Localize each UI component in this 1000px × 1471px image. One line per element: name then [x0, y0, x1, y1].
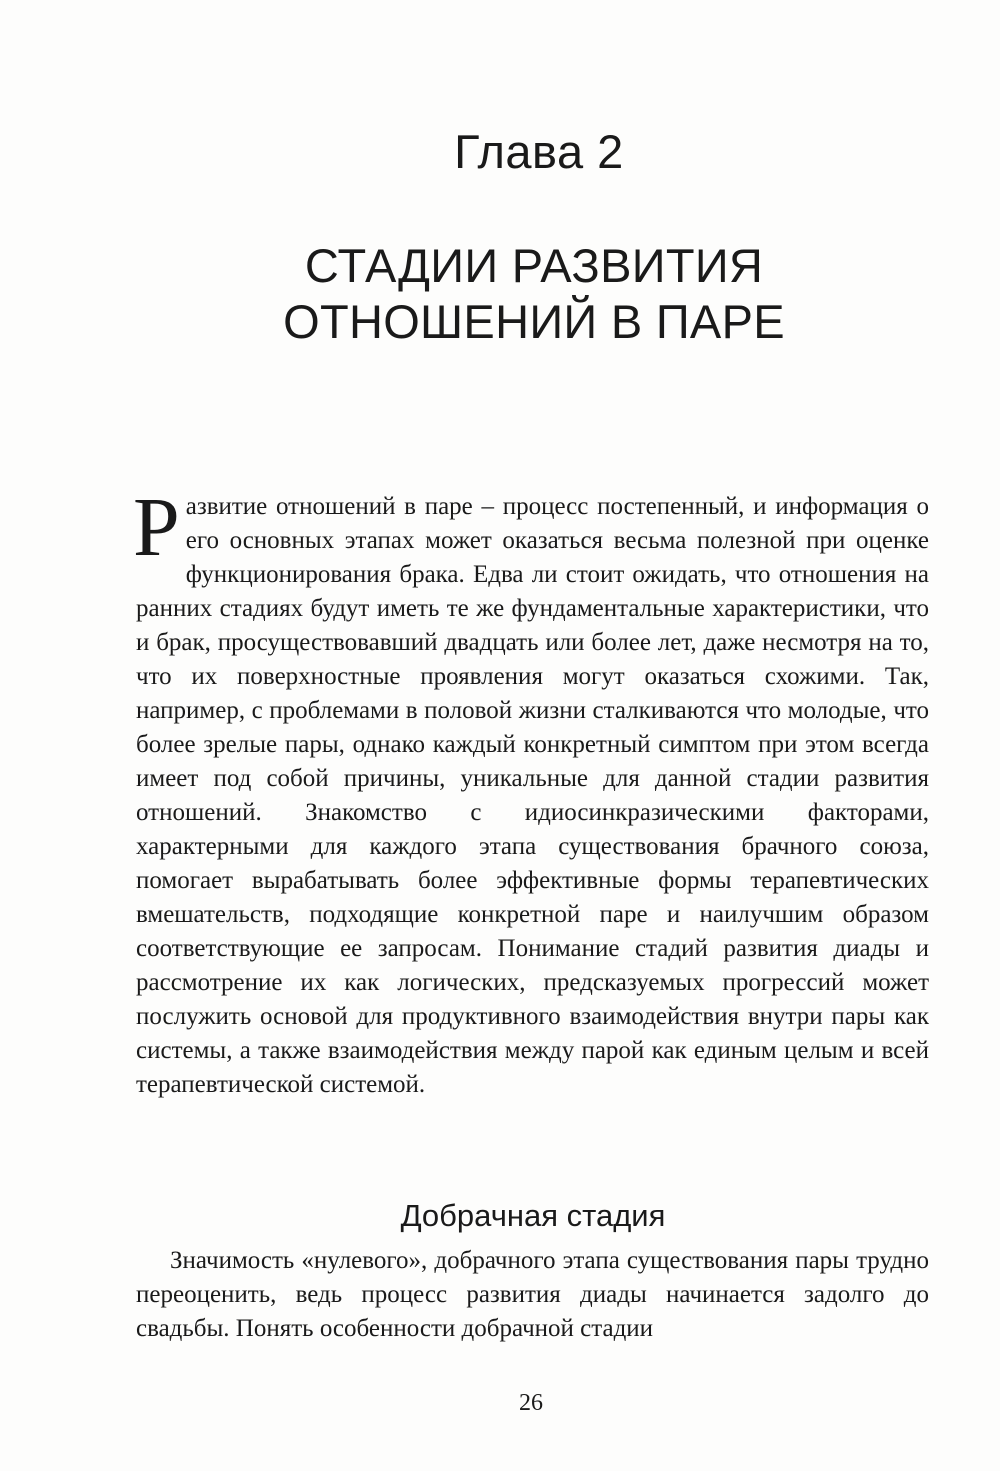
page-number: 26 [519, 1390, 543, 1416]
chapter-title [0, 238, 1000, 350]
section-heading: Добрачная стадия [400, 1198, 666, 1233]
drop-cap: Р [133, 481, 180, 574]
intro-paragraph [133, 481, 929, 1102]
intro-paragraph-text: азвитие отношений в паре – процесс постепенный, и информация о его основных этапах может оказаться весьма полезной при оценке функционирования брака. Едва ли стоит ожидать, что отношения на ранних стадиях будут иметь те же фундаментальные характеристики, что и брак, просуществовавший двадцать или более лет, даже несмотря на то, что их поверхностные проявления могут оказаться схожими. Так, например, с проблемами в половой жизни сталкиваются что молодые, что более зрелые пары, однако каждый конкретный симптом при этом всегда имеет под собой причины, уникальные для данной стадии развития отношений. Знакомство с идиосинкразическими факторами, характерными для каждого этапа существования брачного союза, помогает вырабатывать более эффективные формы терапевтических вмешательств, подходящие конкретной паре и наилучшим образом соответствующие ее запросам. Понимание стадий развития диады и рассмотрение их как логических, предсказуемых прогрессий может послужить основой для продуктивного взаимодействия внутри пары как системы, а также взаимодействия между парой как единым целым и всей терапевтической системой. [136, 493, 929, 1098]
chapter-label: Глава 2 [454, 125, 624, 178]
chapter-title-line-2: ОТНОШЕНИЙ В ПАРЕ [283, 295, 785, 348]
chapter-title-line-1: СТАДИИ РАЗВИТИЯ [304, 239, 764, 292]
section-paragraph: Значимость «нулевого», добрачного этапа существования пары трудно переоценить, ведь процесс развития диады начинается задолго до свадьбы. Понять особенности добрачной стадии [136, 1247, 929, 1342]
